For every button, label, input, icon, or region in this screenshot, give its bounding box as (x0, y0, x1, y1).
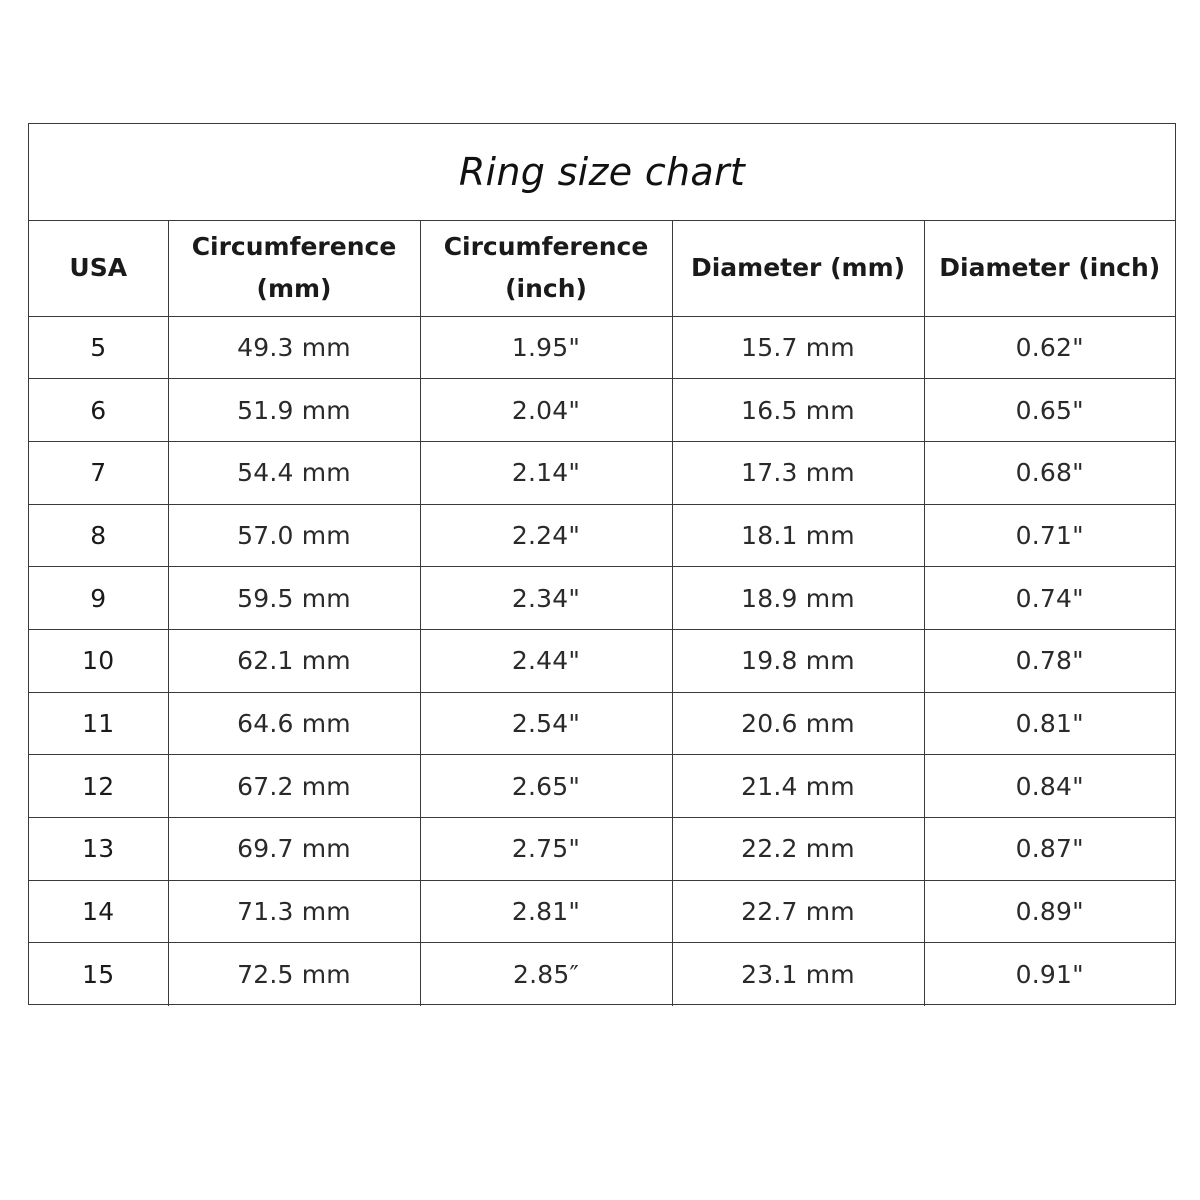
cell-circumference-inch: 2.75" (420, 818, 672, 881)
cell-circumference-inch: 2.81" (420, 880, 672, 943)
table-row (29, 504, 1175, 567)
cell-diameter-inch: 0.65" (924, 379, 1175, 442)
cell-diameter-inch: 0.91" (1015, 959, 1084, 989)
cell-usa-size: 13 (29, 818, 168, 881)
table-row (29, 880, 1175, 943)
cell-diameter-mm: 22.2 mm (672, 818, 924, 881)
table-row (29, 629, 1175, 692)
cell-circumference-inch: 2.54" (420, 692, 672, 755)
cell-circumference-mm: 72.5 mm (168, 943, 420, 1006)
cell-usa-size: 14 (29, 880, 168, 943)
header-diameter-mm (672, 221, 924, 316)
cell-diameter-mm: 22.7 mm (672, 880, 924, 943)
cell-usa-size: 12 (29, 755, 168, 818)
cell-circumference-inch: 2.44" (420, 629, 672, 692)
cell-circumference-mm: 71.3 mm (168, 880, 420, 943)
table-row (29, 692, 1175, 755)
header-unit: (inch) (505, 274, 587, 304)
cell-circumference-inch: 2.14" (420, 441, 672, 504)
header-label: Circumference (443, 232, 649, 262)
cell-diameter-mm: 23.1 mm (672, 943, 924, 1006)
header-label: Diameter (inch) (939, 253, 1161, 283)
cell-circumference-inch: 2.65" (420, 755, 672, 818)
header-label: USA (69, 253, 128, 283)
chart-title: Ring size chart (458, 150, 746, 194)
cell-diameter-inch: 0.89" (924, 880, 1175, 943)
header-diameter-inch (924, 221, 1175, 316)
table-header (29, 221, 1175, 316)
size-table (29, 221, 1175, 1006)
title-row (29, 124, 1175, 221)
cell-diameter-inch: 0.78" (924, 629, 1175, 692)
cell-usa-size: 15 (29, 943, 168, 1006)
cell-circumference-inch: 2.24" (420, 504, 672, 567)
cell-diameter-mm: 16.5 mm (672, 379, 924, 442)
table-row (29, 943, 1175, 1006)
table-row (29, 441, 1175, 504)
cell-diameter-mm: 21.4 mm (672, 755, 924, 818)
cell-usa-size: 9 (29, 567, 168, 630)
table-body (29, 316, 1175, 1006)
cell-circumference-inch: 2.04" (420, 379, 672, 442)
cell-usa-size: 7 (29, 441, 168, 504)
cell-diameter-inch: 0.74" (924, 567, 1175, 630)
cell-diameter-inch: 0.62" (924, 316, 1175, 379)
cell-circumference-mm: 51.9 mm (168, 379, 420, 442)
header-row (29, 221, 1175, 316)
cell-circumference-mm: 54.4 mm (168, 441, 420, 504)
cell-diameter-mm: 18.1 mm (672, 504, 924, 567)
cell-circumference-mm: 67.2 mm (168, 755, 420, 818)
header-usa (29, 221, 168, 316)
cell-circumference-inch: 1.95" (420, 316, 672, 379)
table-row (29, 755, 1175, 818)
cell-diameter-inch: 0.81" (924, 692, 1175, 755)
cell-circumference-mm: 49.3 mm (168, 316, 420, 379)
cell-diameter-inch: 0.68" (924, 441, 1175, 504)
cell-diameter-mm: 19.8 mm (672, 629, 924, 692)
cell-usa-size: 11 (29, 692, 168, 755)
cell-diameter-mm: 15.7 mm (672, 316, 924, 379)
cell-usa-size: 6 (29, 379, 168, 442)
cell-circumference-mm: 57.0 mm (168, 504, 420, 567)
cell-diameter-mm: 17.3 mm (672, 441, 924, 504)
cell-circumference-mm: 69.7 mm (168, 818, 420, 881)
cell-diameter-inch: 0.87" (924, 818, 1175, 881)
header-circumference-inch (420, 221, 672, 316)
cell-usa-size: 5 (29, 316, 168, 379)
cell-circumference-mm: 59.5 mm (168, 567, 420, 630)
cell-circumference-mm: 62.1 mm (168, 629, 420, 692)
header-label: Circumference (191, 232, 397, 262)
cell-diameter-inch: 0.71" (924, 504, 1175, 567)
cell-circumference-mm: 64.6 mm (168, 692, 420, 755)
header-circumference-mm (168, 221, 420, 316)
cell-diameter-mm: 18.9 mm (672, 567, 924, 630)
cell-usa-size: 8 (29, 504, 168, 567)
table-row (29, 567, 1175, 630)
cell-circumference-inch: 2.34" (420, 567, 672, 630)
table-row (29, 316, 1175, 379)
cell-diameter-inch: 0.84" (924, 755, 1175, 818)
ring-size-chart (28, 123, 1176, 1005)
cell-diameter-mm: 20.6 mm (672, 692, 924, 755)
cell-circumference-inch: 2.85″ (420, 943, 672, 1006)
header-unit: (mm) (256, 274, 332, 304)
table-row (29, 379, 1175, 442)
table-row (29, 818, 1175, 881)
header-label: Diameter (mm) (690, 253, 906, 283)
cell-usa-size: 10 (29, 629, 168, 692)
